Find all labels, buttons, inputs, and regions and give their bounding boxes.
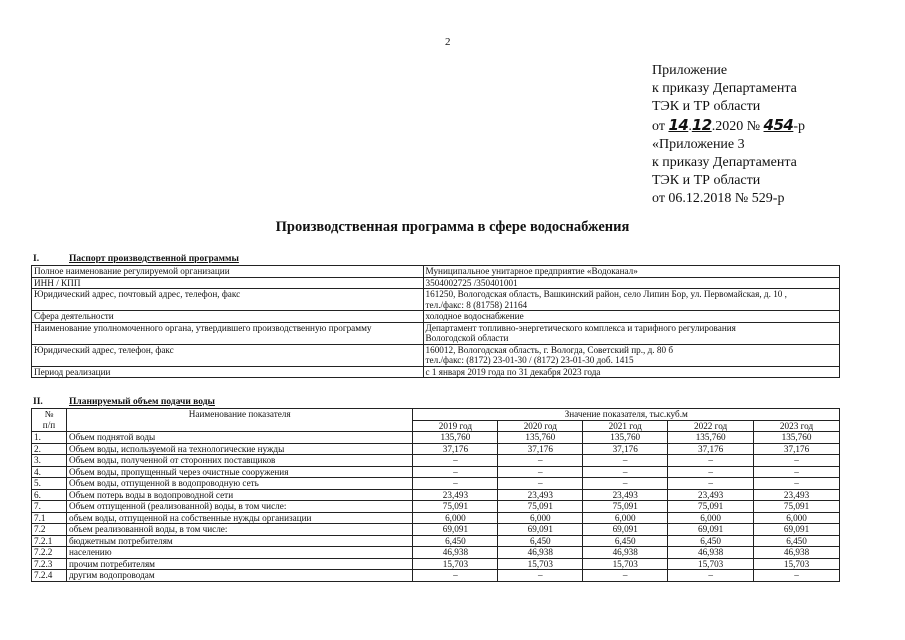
passport-value [423, 366, 839, 378]
date-separator: . [688, 119, 692, 134]
row-value: 6,000 [754, 512, 840, 524]
passport-label: Юридический адрес, телефон, факс [32, 344, 424, 366]
row-number: 7.2.2 [32, 547, 67, 559]
row-value: 69,091 [754, 524, 840, 536]
row-value: 37,176 [498, 443, 583, 455]
row-value: 46,938 [754, 547, 840, 559]
row-value: – [583, 466, 668, 478]
passport-row [32, 266, 840, 278]
row-value: – [668, 455, 754, 467]
table-row [32, 558, 840, 570]
row-number: 7.2.4 [32, 570, 67, 582]
row-value: 23,493 [413, 489, 498, 501]
header-name-cell: Наименование показателя [66, 409, 412, 432]
passport-table [31, 265, 840, 378]
handwritten-day: 14 [668, 116, 689, 134]
year-header: 2019 год [413, 420, 498, 432]
row-number: 7. [32, 501, 67, 513]
row-value: 37,176 [668, 443, 754, 455]
passport-value-line: тел./факс: (8172) 23-01-30 / (8172) 23-01-30 доб. 1415 [425, 355, 634, 365]
passport-row [32, 289, 840, 311]
row-value: 6,450 [413, 535, 498, 547]
passport-row [32, 311, 840, 323]
table-row [32, 501, 840, 513]
row-value: 46,938 [413, 547, 498, 559]
year-header: 2020 год [498, 420, 583, 432]
from-prefix: от [652, 119, 665, 134]
row-number: 6. [32, 489, 67, 501]
year-header: 2023 год [754, 420, 840, 432]
passport-value-line: 161250, Вологодская область, Вашкинский район, село Липин Бор, ул. Первомайская, д. 10 , [425, 289, 787, 299]
row-name: Объем воды, пропущенный через очистные сооружения [66, 466, 412, 478]
row-value: – [754, 466, 840, 478]
row-value: 15,703 [413, 558, 498, 570]
row-value: – [668, 478, 754, 490]
row-name: другим водопроводам [66, 570, 412, 582]
appendix-line: к приказу Департамента [652, 155, 797, 170]
row-value: 15,703 [754, 558, 840, 570]
passport-value-line: холодное водоснабжение [425, 311, 524, 321]
row-value: 6,000 [413, 512, 498, 524]
appendix-block [652, 62, 805, 208]
year-header: 2022 год [668, 420, 754, 432]
row-name: прочим потребителям [66, 558, 412, 570]
passport-value-line: тел./факс: 8 (81758) 21164 [425, 299, 528, 310]
row-value: 15,703 [668, 558, 754, 570]
table-row [32, 512, 840, 524]
row-value: 37,176 [583, 443, 668, 455]
row-number: 1. [32, 432, 67, 444]
row-value: 6,450 [583, 535, 668, 547]
row-value: – [754, 570, 840, 582]
passport-label: Юридический адрес, почтовый адрес, телефон, факс [32, 289, 424, 311]
row-value: – [583, 455, 668, 467]
row-value: 135,760 [583, 432, 668, 444]
appendix-order-line [652, 116, 805, 136]
appendix-line: к приказу Департамента [652, 81, 797, 96]
row-name: Объем поднятой воды [66, 432, 412, 444]
passport-label: Период реализации [32, 366, 424, 378]
table-row [32, 443, 840, 455]
passport-value [423, 289, 839, 311]
row-name: объем реализованной воды, в том числе: [66, 524, 412, 536]
passport-value [423, 266, 839, 278]
appendix-line: «Приложение 3 [652, 137, 745, 152]
passport-value-line: 3504002725 /350401001 [425, 277, 518, 288]
row-value: – [754, 455, 840, 467]
section-heading-volume [33, 397, 215, 407]
row-value: 23,493 [498, 489, 583, 501]
passport-label: ИНН / КПП [32, 277, 424, 289]
section-heading-passport [33, 254, 239, 264]
row-value: 6,450 [668, 535, 754, 547]
appendix-line: ТЭК и ТР области [652, 99, 761, 114]
row-value: 23,493 [583, 489, 668, 501]
passport-label: Полное наименование регулируемой организации [32, 266, 424, 278]
row-value: – [498, 570, 583, 582]
document-title: Производственная программа в сфере водоснабжения [275, 219, 630, 235]
year-header: 2021 год [583, 420, 668, 432]
row-value: 69,091 [668, 524, 754, 536]
section-title: Планируемый объем подачи воды [69, 397, 215, 407]
table-row [32, 535, 840, 547]
header-number-cell [32, 409, 67, 432]
row-name: объем воды, отпущенной на собственные нужды организации [66, 512, 412, 524]
table-row [32, 478, 840, 490]
header-value-cell: Значение показателя, тыс.куб.м [413, 409, 840, 421]
row-name: бюджетным потребителям [66, 535, 412, 547]
passport-value-line: с 1 января 2019 года по 31 декабря 2023 года [425, 366, 601, 377]
row-name: Объем потерь воды в водопроводной сети [66, 489, 412, 501]
passport-label: Сфера деятельности [32, 311, 424, 323]
row-value: – [498, 466, 583, 478]
row-value: 15,703 [583, 558, 668, 570]
passport-row [32, 277, 840, 289]
row-name: Объем воды, полученной от сторонних поставщиков [66, 455, 412, 467]
row-value: – [754, 478, 840, 490]
row-name: Объем воды, используемой на технологические нужды [66, 443, 412, 455]
row-value: 135,760 [413, 432, 498, 444]
appendix-line: ТЭК и ТР области [652, 173, 761, 188]
passport-value-line: Департамент топливно-энергетического комплекса и тарифного регулирования [425, 322, 736, 333]
row-name: населению [66, 547, 412, 559]
row-value: 23,493 [668, 489, 754, 501]
passport-value [423, 344, 839, 366]
row-number: 3. [32, 455, 67, 467]
table-row [32, 570, 840, 582]
row-value: 75,091 [754, 501, 840, 513]
handwritten-month: 12 [691, 116, 712, 134]
row-number: 7.2.3 [32, 558, 67, 570]
row-value: 6,000 [498, 512, 583, 524]
row-number: 5. [32, 478, 67, 490]
row-value: 135,760 [668, 432, 754, 444]
row-value: 135,760 [498, 432, 583, 444]
section-number: I. [33, 254, 40, 264]
header-number-line: п/п [42, 419, 56, 430]
passport-value [423, 322, 839, 344]
section-number: II. [33, 397, 43, 407]
row-value: – [668, 466, 754, 478]
passport-row [32, 366, 840, 378]
order-suffix: -р [793, 119, 806, 134]
row-value: 6,000 [583, 512, 668, 524]
section-title: Паспорт производственной программы [69, 254, 239, 264]
row-number: 7.2.1 [32, 535, 67, 547]
passport-value-line: Вологодской области [425, 333, 509, 343]
row-value: – [668, 570, 754, 582]
row-name: Объем отпущенной (реализованной) воды, в том числе: [66, 501, 412, 513]
passport-value [423, 311, 839, 323]
page-number: 2 [445, 36, 451, 48]
row-value: 75,091 [583, 501, 668, 513]
table-row [32, 466, 840, 478]
passport-value-line: 160012, Вологодская область, г. Вологда, Советский пр., д. 80 б [425, 344, 674, 355]
row-value: 75,091 [668, 501, 754, 513]
row-value: – [413, 455, 498, 467]
passport-row [32, 322, 840, 344]
row-value: 6,450 [498, 535, 583, 547]
header-number-line: № [44, 409, 54, 419]
row-value: – [498, 478, 583, 490]
table-row [32, 455, 840, 467]
table-row [32, 547, 840, 559]
appendix-line: Приложение [652, 63, 728, 78]
row-value: 46,938 [583, 547, 668, 559]
row-value: 46,938 [498, 547, 583, 559]
row-value: – [413, 570, 498, 582]
row-value: – [413, 466, 498, 478]
row-value: 46,938 [668, 547, 754, 559]
table-row [32, 489, 840, 501]
row-value: 75,091 [498, 501, 583, 513]
passport-value [423, 277, 839, 289]
table-row [32, 524, 840, 536]
row-number: 7.1 [32, 512, 67, 524]
row-value: 37,176 [754, 443, 840, 455]
handwritten-number: 454 [763, 116, 794, 134]
passport-value-line: Муниципальное унитарное предприятие «Водоканал» [425, 266, 638, 276]
row-value: 37,176 [413, 443, 498, 455]
volume-table [31, 408, 840, 582]
row-value: 15,703 [498, 558, 583, 570]
passport-row [32, 344, 840, 366]
table-row [32, 432, 840, 444]
row-number: 7.2 [32, 524, 67, 536]
passport-label: Наименование уполномоченного органа, утвердившего производственную программу [32, 322, 424, 344]
row-value: – [583, 478, 668, 490]
row-value: 135,760 [754, 432, 840, 444]
row-number: 2. [32, 443, 67, 455]
appendix-line: от 06.12.2018 № 529-р [652, 191, 785, 206]
row-value: – [498, 455, 583, 467]
row-value: 6,000 [668, 512, 754, 524]
row-name: Объем воды, отпущенной в водопроводную сеть [66, 478, 412, 490]
row-value: 69,091 [413, 524, 498, 536]
row-value: 69,091 [498, 524, 583, 536]
row-value: 69,091 [583, 524, 668, 536]
row-value: – [413, 478, 498, 490]
row-value: – [583, 570, 668, 582]
row-number: 4. [32, 466, 67, 478]
row-value: 75,091 [413, 501, 498, 513]
year-part: .2020 № [711, 119, 761, 134]
row-value: 6,450 [754, 535, 840, 547]
row-value: 23,493 [754, 489, 840, 501]
